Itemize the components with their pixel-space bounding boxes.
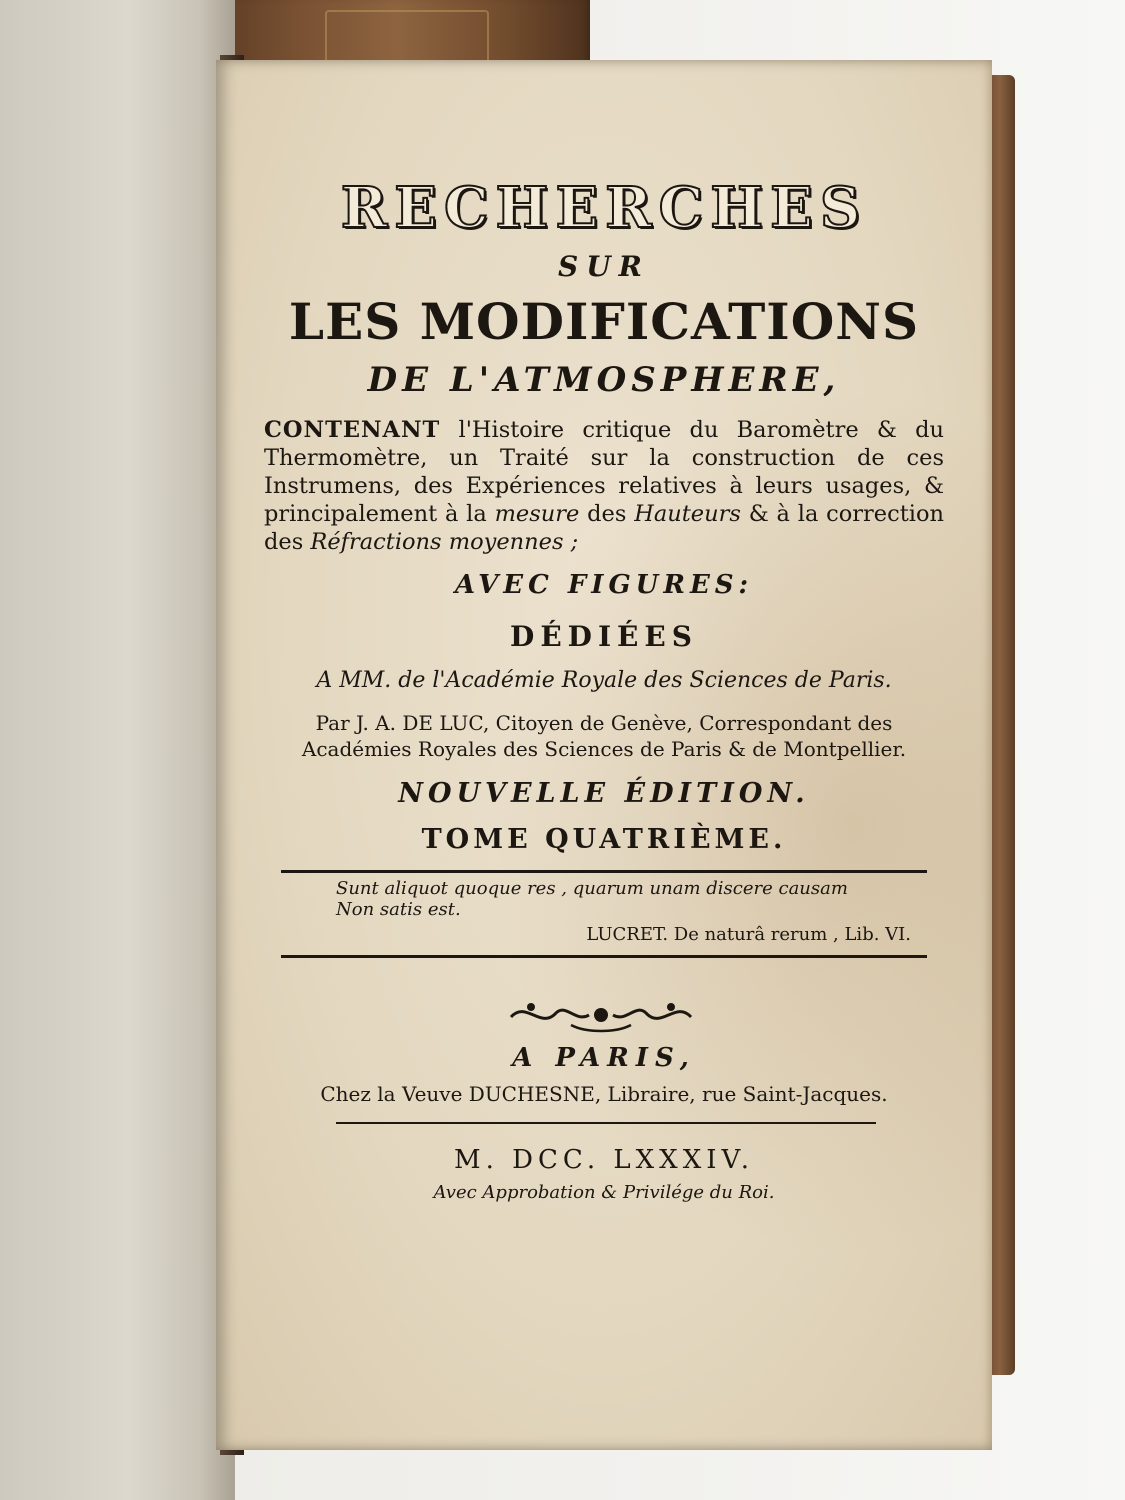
dedication: A MM. de l'Académie Royale des Sciences de Paris.: [316, 668, 892, 693]
author-line-2: Académies Royales des Sciences de Paris & de Montpellier.: [301, 737, 907, 761]
contents-description: [264, 416, 944, 556]
title-modifications: LES MODIFICATIONS: [288, 292, 920, 351]
place: A PARIS,: [512, 1043, 696, 1073]
title-sur: SUR: [558, 250, 650, 283]
author-block: [264, 710, 944, 762]
dediees: DÉDIÉES: [510, 620, 698, 653]
contenant-hauteurs: Hauteurs: [634, 501, 741, 527]
title-atmosphere: DE L'ATMOSPHERE,: [367, 360, 841, 400]
contenant-text-1: l'Histoire critique du Baromètre & du Thermomètre, un Traité sur la construction de ces Instrumens, des Expériences relatives à leurs usages, & principalement à la: [264, 417, 944, 527]
epigraph-line-2: Non satis est.: [336, 899, 461, 920]
edition: NOUVELLE ÉDITION.: [398, 778, 810, 809]
contenant-lead: CONTENANT: [264, 417, 441, 443]
book-title: RECHERCHES: [340, 175, 868, 241]
contenant-refractions: Réfractions moyennes ;: [310, 529, 579, 555]
rule-bottom: [281, 955, 927, 958]
contenant-text-2: des: [579, 501, 635, 527]
rule-top: [281, 870, 927, 873]
publisher: Chez la Veuve DUCHESNE, Libraire, rue Saint-Jacques.: [320, 1082, 888, 1106]
avec-figures: AVEC FIGURES:: [454, 570, 754, 600]
epigraph-line-1: Sunt aliquot quoque res , quarum unam discere causam: [336, 878, 848, 899]
tome: TOME QUATRIÈME.: [421, 824, 787, 855]
contenant-text-3: & à la correction des: [264, 501, 945, 555]
title-page: [216, 60, 992, 1450]
epigraph: [336, 878, 896, 920]
year: M. DCC. LXXXIV.: [454, 1145, 754, 1175]
contenant-mesure: mesure: [494, 501, 580, 527]
blank-left-page: [0, 0, 235, 1500]
printer-ornament-icon: [501, 995, 701, 1035]
approbation: Avec Approbation & Privilége du Roi.: [433, 1182, 775, 1203]
author-line-1: Par J. A. DE LUC, Citoyen de Genève, Correspondant des: [315, 711, 893, 735]
rule-imprint: [336, 1122, 876, 1124]
epigraph-source: LUCRET. De naturâ rerum , Lib. VI.: [586, 924, 911, 945]
